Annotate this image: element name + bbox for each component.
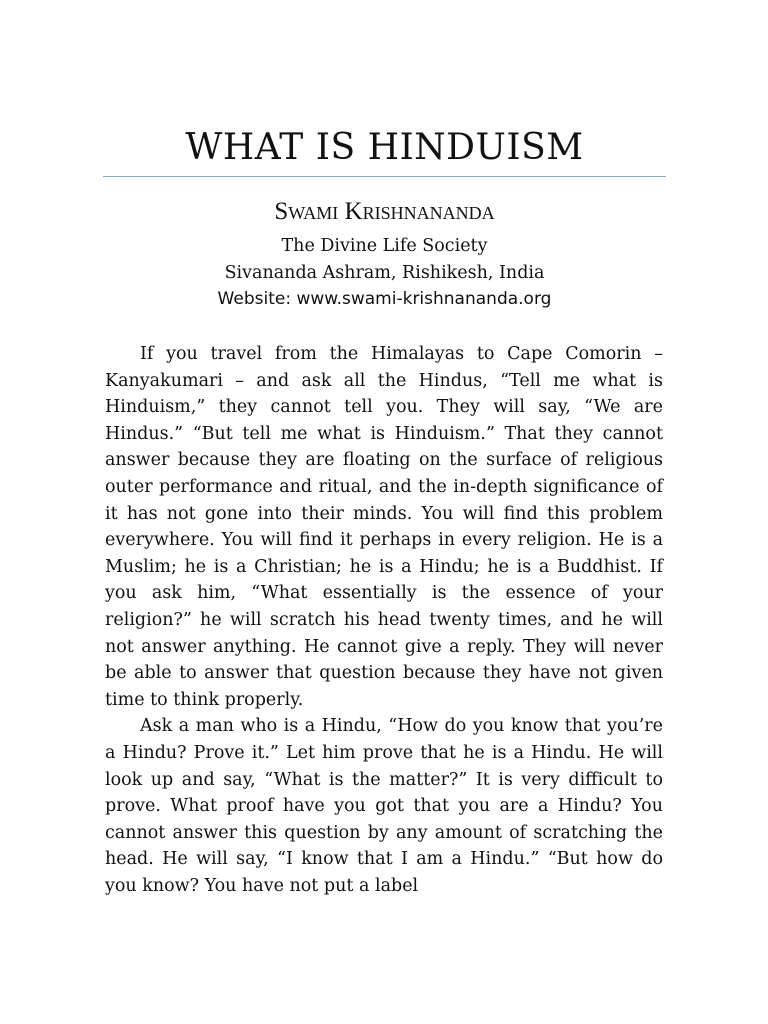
paragraph: Ask a man who is a Hindu, “How do you know that you’re a Hindu? Prove it.” Let him prove that he is a Hindu. He will look up and say, “What is the matter?” It is very difficult to prove. What proof have you got that you are a Hindu? You cannot answer this question by any amount of scratching the head. He will say, “I know that I am a Hindu.” “But how do you know? You have not put a label xyxy=(105,716,663,896)
publisher-location: Sivananda Ashram, Rishikesh, India xyxy=(224,263,545,283)
body-text xyxy=(105,341,663,899)
author-name: Swami Krishnananda xyxy=(274,198,495,225)
document-title: WHAT IS HINDUISM xyxy=(185,127,584,168)
publisher-name: The Divine Life Society xyxy=(281,236,488,256)
title-divider xyxy=(103,176,666,177)
paragraph: If you travel from the Himalayas to Cape Comorin – Kanyakumari – and ask all the Hindus, “Tell me what is Hinduism,” they cannot tell you. They will say, “We are Hindus.” “But tell me what is Hinduism.” That they cannot answer because they are floating on the surface of religious outer performance and ritual, and the in-depth significance of it has not gone into their minds. You will find this problem everywhere. You will find it perhaps in every religion. He is a Muslim; he is a Christian; he is a Hindu; he is a Buddhist. If you ask him, “What essentially is the essence of your religion?” he will scratch his head twenty times, and he will not answer anything. He cannot give a reply. They will never be able to answer that question because they have not given time to think properly. xyxy=(105,344,663,710)
website-line: Website: www.swami-krishnananda.org xyxy=(217,289,552,309)
